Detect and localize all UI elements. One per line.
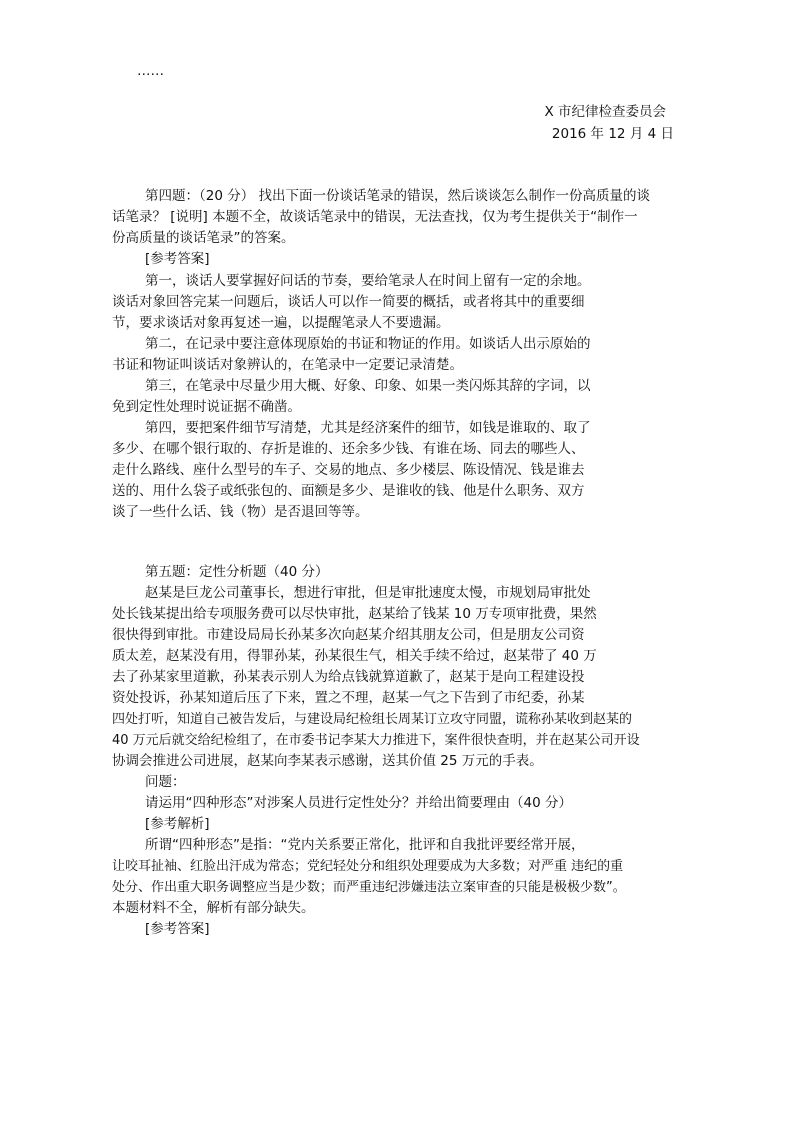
q4-answer-line: 第一，谈话人要掌握好问话的节奏，要给笔录人在时间上留有一定的余地。: [145, 273, 591, 289]
q4-line: 话笔录？ [说明] 本题不全，故谈话笔录中的错误，无法查找，仅为考生提供关于“制作一: [112, 209, 638, 225]
q5-question: 请运用“四种形态”对涉案人员进行定性处分？并给出简要理由（40 分）: [145, 795, 572, 811]
q5-case-line: 40 万元后就交给纪检组了，在市委书记李某大力推进下，案件很快查明，并在赵某公司开设: [112, 733, 640, 748]
q4-answer-line: 走什么路线、座什么型号的车子、交易的地点、多少楼层、陈设情况、钱是谁去: [112, 462, 585, 478]
q4-answer-line: 免到定性处理时说证据不确凿。: [112, 399, 301, 415]
q5-analysis-line: 所谓“四种形态”是指：“党内关系要正常化，批评和自我批评要经常开展，: [145, 837, 585, 853]
q4-answer-line: 第三，在笔录中尽量少用大概、好象、印象、如果一类闪烁其辞的字词，以: [145, 378, 591, 394]
q5-question-label: 问题：: [145, 774, 186, 790]
q4-answer-line: 第二，在记录中要注意体现原始的书证和物证的作用。如谈话人出示原始的: [145, 336, 591, 352]
q4-answer-line: 谈了一些什么话、钱（物）是否退回等等。: [112, 504, 369, 520]
q4-line: 份高质量的谈话笔录”的答案。: [112, 230, 295, 246]
q4-answer-line: 书证和物证叫谈话对象辨认的，在笔录中一定要记录清楚。: [112, 357, 463, 373]
q5-analysis-line: 本题材料不全，解析有部分缺失。: [112, 900, 315, 916]
q4-answer-line: 节，要求谈话对象再复述一遍，以提醒笔录人不要遗漏。: [112, 315, 450, 331]
q5-title: 第五题：定性分析题（40 分）: [145, 564, 329, 580]
issuer-date: 2016 年 12 月 4 日: [551, 126, 674, 142]
q4-answer-label: [参考答案]: [145, 251, 210, 267]
q5-case-line: 质太差，赵某没有用，得罪孙某，孙某很生气，相关手续不给过，赵某带了 40 万: [112, 648, 597, 664]
q5-analysis-line: 处分、作出重大职务调整应当是少数；而严重违纪涉嫌违法立案审查的只能是极极少数”。: [112, 880, 626, 895]
q5-case-line: 资处投诉，孙某知道后压了下来，置之不理，赵某一气之下告到了市纪委，孙某: [112, 690, 585, 706]
issuer-org: X 市纪律检查委员会: [544, 104, 666, 120]
q4-answer-line: 谈话对象回答完某一问题后，谈话人可以作一简要的概括，或者将其中的重要细: [112, 294, 585, 310]
q5-case-line: 四处打听，知道自己被告发后，与建设局纪检组长周某订立攻守同盟，谎称孙某收到赵某的: [112, 712, 633, 727]
q4-answer-line: 送的、用什么袋子或纸张包的、面额是多少、是谁收的钱、他是什么职务、双方: [112, 483, 585, 499]
q5-case-line: 处长钱某提出给专项服务费可以尽快审批，赵某给了钱某 10 万专项审批费，果然: [112, 606, 597, 622]
q5-case-line: 赵某是巨龙公司董事长，想进行审批，但是审批速度太慢，市规划局审批处: [145, 585, 591, 601]
q5-answer-label: [参考答案]: [145, 921, 210, 937]
q5-analysis-line: 让咬耳扯袖、红脸出汗成为常态；党纪轻处分和组织处理要成为大多数；对严重 违纪的重: [112, 859, 624, 874]
q5-analysis-label: [参考解析]: [145, 816, 210, 832]
q4-line: 第四题：（20 分） 找出下面一份谈话笔录的错误，然后谈谈怎么制作一份高质量的谈: [145, 188, 651, 204]
q5-case-line: 很快得到审批。市建设局局长孙某多次向赵某介绍其朋友公司，但是朋友公司资: [112, 627, 585, 643]
q5-case-line: 协调会推进公司进展，赵某向李某表示感谢，送其价值 25 万元的手表。: [112, 753, 543, 769]
q5-case-line: 去了孙某家里道歉，孙某表示别人为给点钱就算道歉了，赵某于是向工程建设投: [112, 669, 585, 685]
q4-answer-line: 多少、在哪个银行取的、存折是谁的、还余多少钱、有谁在场、同去的哪些人、: [112, 441, 585, 457]
ellipsis: ……: [137, 63, 164, 79]
q4-answer-line: 第四，要把案件细节写清楚，尤其是经济案件的细节，如钱是谁取的、取了: [145, 420, 591, 436]
